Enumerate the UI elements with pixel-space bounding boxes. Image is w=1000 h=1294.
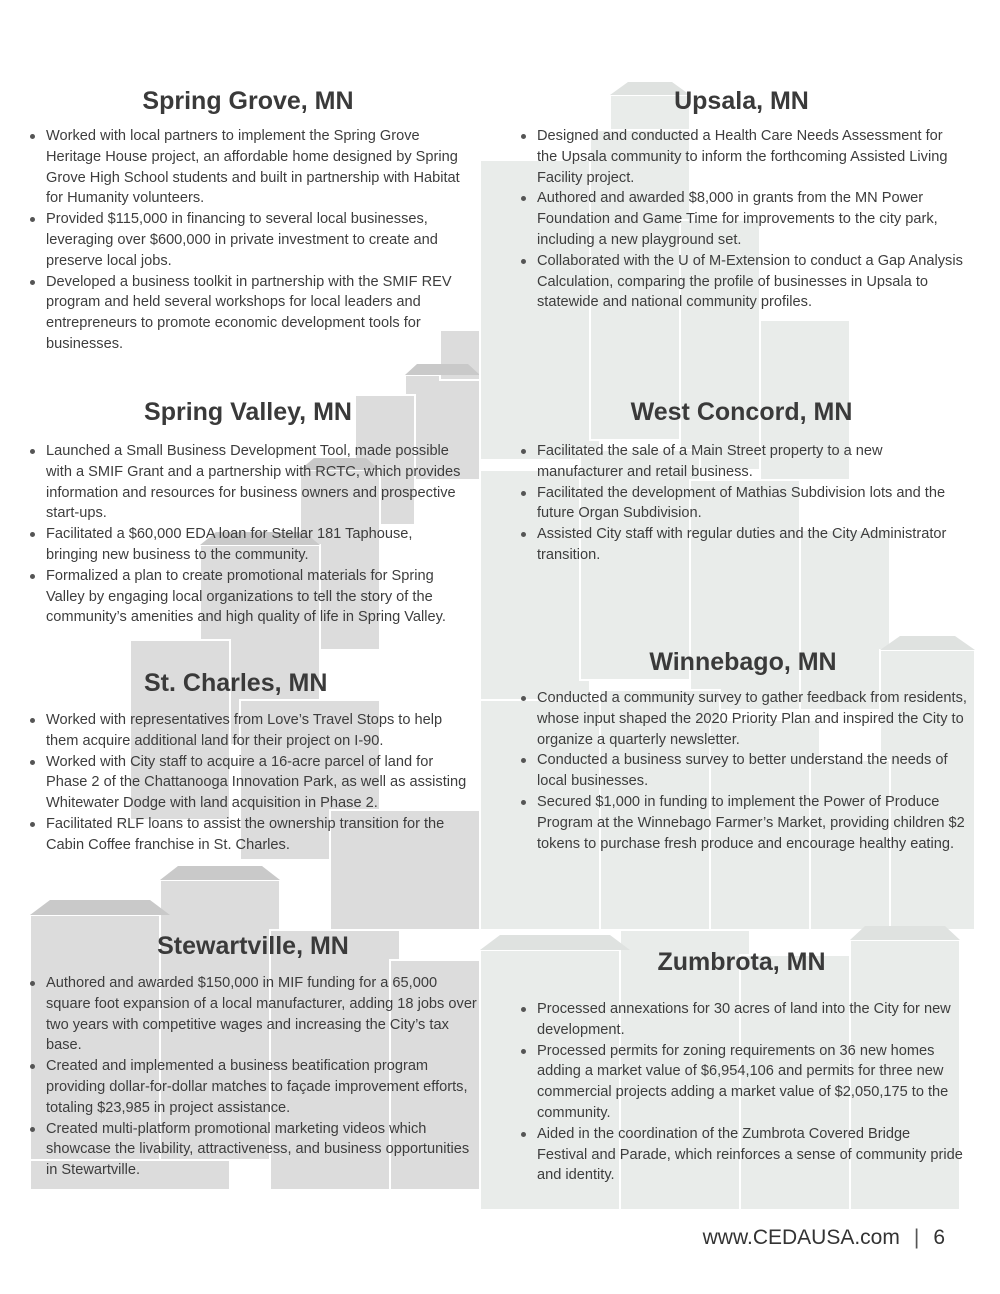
- section-stewartville: [28, 931, 478, 1181]
- list-item: Launched a Small Business Development Tool, made possible with a SMIF Grant and a partnership with RCTC, which provides information and resources for business owners and prospective start-ups.: [28, 441, 468, 524]
- section-st-charles: [28, 668, 473, 856]
- section-title: Spring Grove, MN: [142, 87, 354, 115]
- website-link[interactable]: www.CEDAUSA.com: [702, 1226, 900, 1249]
- bullet-list: [28, 710, 473, 856]
- page-number: 6: [933, 1226, 945, 1249]
- section-west-concord: [519, 397, 964, 566]
- list-item: Aided in the coordination of the Zumbrota Covered Bridge Festival and Parade, which reinforces a sense of community pride and identity.: [519, 1124, 964, 1186]
- section-winnebago: [519, 647, 967, 854]
- list-item: Processed annexations for 30 acres of land into the City for new development.: [519, 999, 964, 1041]
- list-item: Collaborated with the U of M-Extension to conduct a Gap Analysis Calculation, comparing the profile of businesses in Upsala to statewide and national community profiles.: [519, 251, 964, 313]
- list-item: Worked with local partners to implement the Spring Grove Heritage House project, an affordable home designed by Spring Grove High School students and built in partnership with Habitat for Humanity volunteers.: [28, 126, 468, 209]
- list-item: Authored and awarded $8,000 in grants from the MN Power Foundation and Game Time for improvements to the city park, including a new playground set.: [519, 188, 964, 250]
- bullet-list: [519, 126, 964, 313]
- list-item: Conducted a business survey to better understand the needs of local businesses.: [519, 750, 967, 792]
- section-title: Stewartville, MN: [157, 932, 349, 960]
- list-item: Created multi-platform promotional marketing videos which showcase the livability, attractiveness, and business opportunities in Stewartville.: [28, 1119, 478, 1181]
- list-item: Conducted a community survey to gather feedback from residents, whose input shaped the 2020 Priority Plan and inspired the City to organize a quarterly newsletter.: [519, 688, 967, 750]
- section-title: West Concord, MN: [630, 398, 853, 426]
- list-item: Formalized a plan to create promotional materials for Spring Valley by engaging local organizations to tell the story of the community’s amenities and high quality of life in Spring Valley.: [28, 566, 468, 628]
- bullet-list: [519, 688, 967, 854]
- list-item: Developed a business toolkit in partnership with the SMIF REV program and held several workshops for local leaders and entrepreneurs to promote economic development tools for businesses.: [28, 272, 468, 355]
- list-item: Secured $1,000 in funding to implement the Power of Produce Program at the Winnebago Farmer’s Market, providing children $2 tokens to purchase fresh produce and encourage healthy eating.: [519, 792, 967, 854]
- list-item: Designed and conducted a Health Care Needs Assessment for the Upsala community to inform the forthcoming Assisted Living Facility project.: [519, 126, 964, 188]
- list-item: Facilitated the development of Mathias Subdivision lots and the future Organ Subdivision.: [519, 483, 964, 525]
- section-spring-valley: [28, 397, 468, 628]
- page-footer: [703, 1226, 945, 1250]
- section-title: Spring Valley, MN: [144, 398, 352, 426]
- list-item: Facilitated RLF loans to assist the ownership transition for the Cabin Coffee franchise in St. Charles.: [28, 814, 473, 856]
- list-item: Facilitated the sale of a Main Street property to a new manufacturer and retail business.: [519, 441, 964, 483]
- list-item: Worked with representatives from Love’s Travel Stops to help them acquire additional land for their project on I-90.: [28, 710, 473, 752]
- list-item: Authored and awarded $150,000 in MIF funding for a 65,000 square foot expansion of a local manufacturer, adding 18 jobs over two years with competitive wages and increasing the City’s tax base.: [28, 973, 478, 1056]
- section-spring-grove: [28, 86, 468, 355]
- section-upsala: [519, 86, 964, 313]
- section-title: St. Charles, MN: [144, 669, 328, 697]
- bullet-list: [28, 441, 468, 628]
- section-title: Upsala, MN: [674, 87, 809, 115]
- bullet-list: [519, 999, 964, 1186]
- list-item: Facilitated a $60,000 EDA loan for Stellar 181 Taphouse, bringing new business to the community.: [28, 524, 468, 566]
- section-title: Winnebago, MN: [649, 648, 837, 676]
- bullet-list: [28, 973, 478, 1181]
- bullet-list: [519, 441, 964, 566]
- section-zumbrota: [519, 947, 964, 1186]
- list-item: Provided $115,000 in financing to several local businesses, leveraging over $600,000 in private investment to create and preserve local jobs.: [28, 209, 468, 271]
- list-item: Assisted City staff with regular duties and the City Administrator transition.: [519, 524, 964, 566]
- list-item: Processed permits for zoning requirements on 36 new homes adding a market value of $6,954,106 and permits for three new commercial projects adding a market value of $2,050,175 to the community.: [519, 1041, 964, 1124]
- section-title: Zumbrota, MN: [657, 948, 826, 976]
- list-item: Created and implemented a business beatification program providing dollar-for-dollar matches to façade improvement efforts, totaling $23,985 in project assistance.: [28, 1056, 478, 1118]
- footer-separator: |: [913, 1226, 920, 1249]
- list-item: Worked with City staff to acquire a 16-acre parcel of land for Phase 2 of the Chattanooga Innovation Park, as well as assisting Whitewater Dodge with land acquisition in Phase 2.: [28, 752, 473, 814]
- bullet-list: [28, 126, 468, 355]
